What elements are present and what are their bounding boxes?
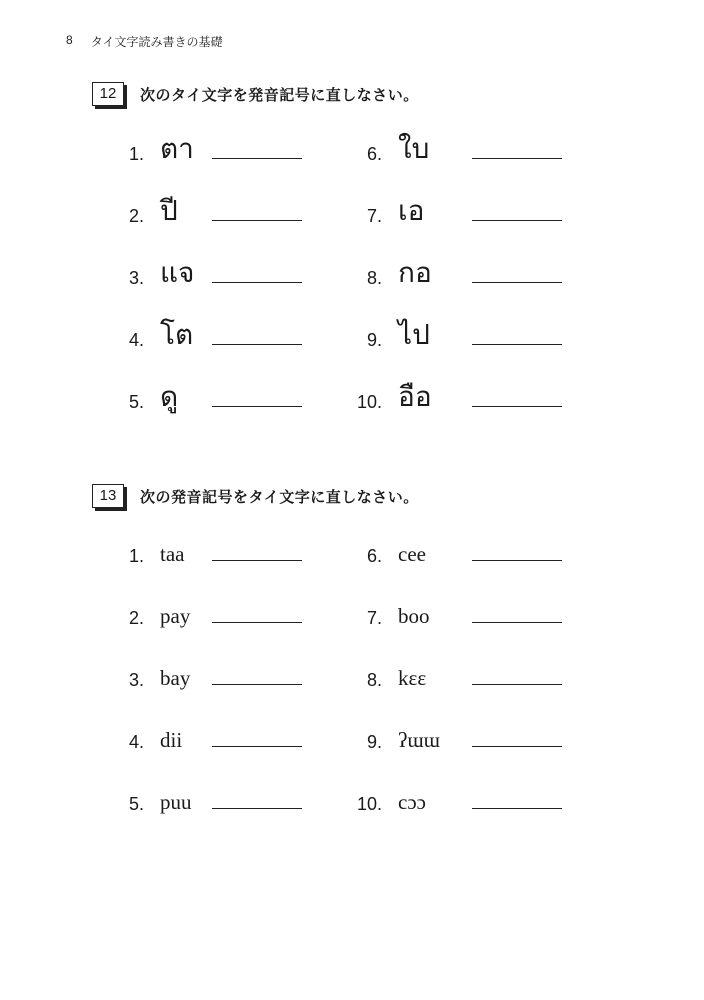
item-number: 9. <box>366 732 382 752</box>
answer-blank[interactable] <box>212 405 302 407</box>
item-number: 9. <box>366 330 382 350</box>
exercise-12-item-1 <box>112 126 302 166</box>
answer-blank[interactable] <box>212 745 302 747</box>
exercise-instruction: 次のタイ文字を発音記号に直しなさい。 <box>140 85 419 104</box>
answer-blank[interactable] <box>472 745 562 747</box>
book-title: タイ文字読み書きの基礎 <box>90 35 223 49</box>
exercise-13-item-6 <box>350 528 562 568</box>
exercise-13-item-9 <box>350 714 562 754</box>
answer-blank[interactable] <box>212 219 302 221</box>
answer-blank[interactable] <box>212 343 302 345</box>
phonetic-word: kɛɛ <box>398 666 427 690</box>
item-number: 3. <box>128 670 144 690</box>
item-number: 7. <box>366 206 382 226</box>
answer-blank[interactable] <box>212 157 302 159</box>
answer-blank[interactable] <box>212 683 302 685</box>
item-number: 1. <box>128 144 144 164</box>
exercise-12-item-6 <box>350 126 562 166</box>
item-number: 5. <box>128 794 144 814</box>
phonetic-word: bay <box>160 666 191 690</box>
exercise-13-header <box>92 484 419 508</box>
item-number: 6. <box>366 144 382 164</box>
thai-word: อือ <box>398 380 432 413</box>
answer-blank[interactable] <box>472 683 562 685</box>
answer-blank[interactable] <box>472 405 562 407</box>
exercise-12-item-7 <box>350 188 562 228</box>
item-number: 4. <box>128 732 144 752</box>
item-number: 8. <box>366 670 382 690</box>
exercise-12-item-5 <box>112 374 302 414</box>
exercise-12-header <box>92 82 419 106</box>
exercise-13-item-5 <box>112 776 302 816</box>
phonetic-word: pay <box>160 604 191 628</box>
exercise-instruction: 次の発音記号をタイ文字に直しなさい。 <box>140 487 419 506</box>
answer-blank[interactable] <box>212 621 302 623</box>
exercise-13-item-8 <box>350 652 562 692</box>
exercise-12-item-3 <box>112 250 302 290</box>
exercise-12-item-9 <box>350 312 562 352</box>
running-header <box>66 33 222 50</box>
page-number: 8 <box>66 33 73 47</box>
exercise-12-item-8 <box>350 250 562 290</box>
answer-blank[interactable] <box>472 559 562 561</box>
thai-word: ใบ <box>398 132 430 165</box>
thai-word: ไป <box>398 318 430 351</box>
item-number: 3. <box>128 268 144 288</box>
item-number: 7. <box>366 608 382 628</box>
phonetic-word: ʔɯɯ <box>398 728 440 752</box>
answer-blank[interactable] <box>472 281 562 283</box>
answer-blank[interactable] <box>472 157 562 159</box>
phonetic-word: cɔɔ <box>398 790 426 814</box>
item-number: 8. <box>366 268 382 288</box>
item-number: 4. <box>128 330 144 350</box>
exercise-13-item-7 <box>350 590 562 630</box>
thai-word: ปี <box>160 194 178 227</box>
exercise-13-item-2 <box>112 590 302 630</box>
thai-word: ตา <box>160 132 194 165</box>
phonetic-word: dii <box>160 728 183 752</box>
phonetic-word: taa <box>160 542 185 566</box>
exercise-13-item-4 <box>112 714 302 754</box>
phonetic-word: cee <box>398 542 426 566</box>
exercise-number-box: 13 <box>92 484 124 508</box>
exercise-13-item-10 <box>350 776 562 816</box>
thai-word: ดู <box>160 380 179 413</box>
answer-blank[interactable] <box>472 621 562 623</box>
answer-blank[interactable] <box>212 807 302 809</box>
item-number: 10. <box>356 794 382 814</box>
item-number: 1. <box>128 546 144 566</box>
answer-blank[interactable] <box>472 807 562 809</box>
item-number: 10. <box>356 392 382 412</box>
exercise-13-item-1 <box>112 528 302 568</box>
exercise-12-item-4 <box>112 312 302 352</box>
phonetic-word: boo <box>398 604 430 628</box>
exercise-12-item-10 <box>350 374 562 414</box>
exercise-13-item-3 <box>112 652 302 692</box>
item-number: 2. <box>128 206 144 226</box>
answer-blank[interactable] <box>212 559 302 561</box>
answer-blank[interactable] <box>472 219 562 221</box>
thai-word: เอ <box>398 194 425 227</box>
thai-word: แจ <box>160 256 195 289</box>
phonetic-word: puu <box>160 790 192 814</box>
answer-blank[interactable] <box>212 281 302 283</box>
item-number: 2. <box>128 608 144 628</box>
item-number: 6. <box>366 546 382 566</box>
exercise-number-box: 12 <box>92 82 124 106</box>
thai-word: กอ <box>398 256 432 289</box>
exercise-12-item-2 <box>112 188 302 228</box>
answer-blank[interactable] <box>472 343 562 345</box>
item-number: 5. <box>128 392 144 412</box>
thai-word: โต <box>160 318 194 351</box>
